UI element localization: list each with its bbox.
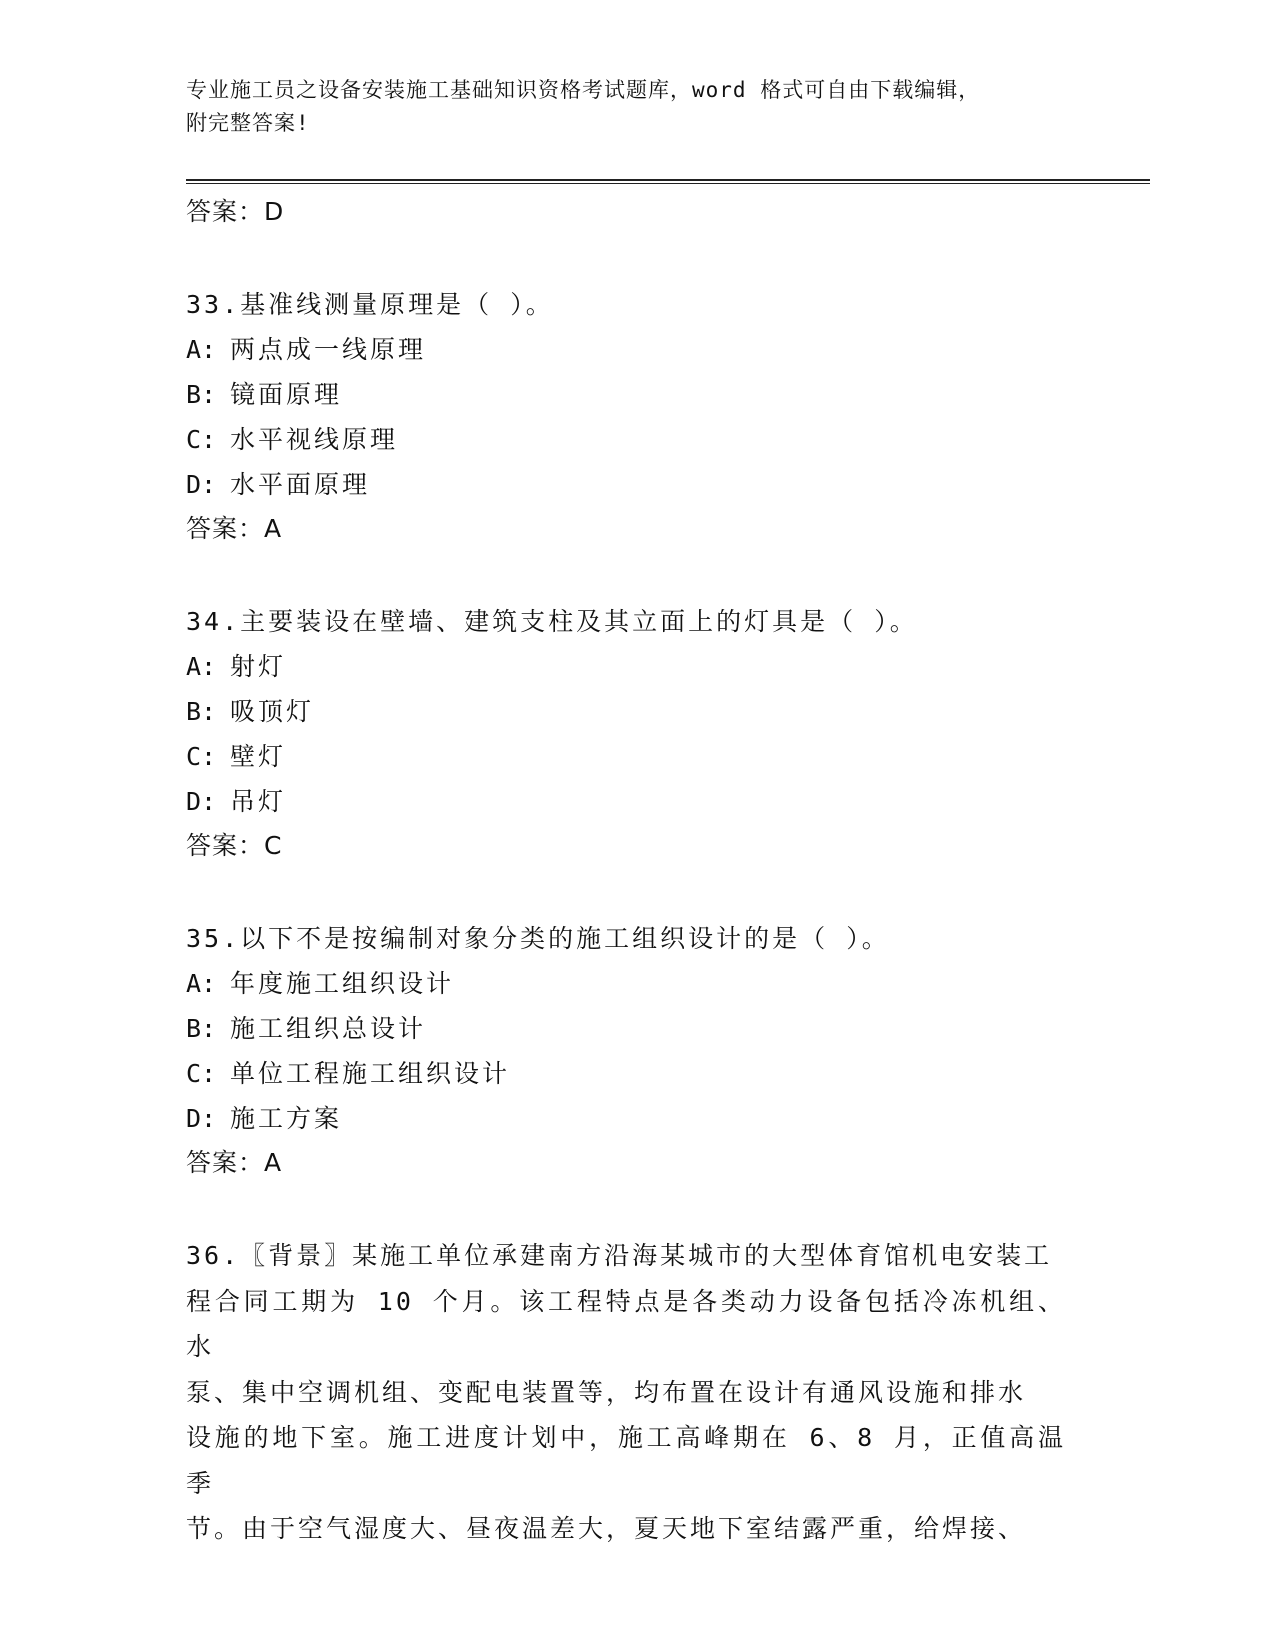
option-c (186, 417, 1086, 462)
option-letter: A: (186, 652, 217, 681)
option-letter: A: (186, 335, 217, 364)
option-letter: C: (186, 425, 217, 454)
option-b (186, 689, 1086, 734)
option-letter: C: (186, 742, 217, 771)
paragraph-line: 设施的地下室。施工进度计划中，施工高峰期在 6、8 月，正值高温季 (186, 1423, 1066, 1498)
option-text: 吊灯 (230, 787, 287, 816)
question-list (186, 190, 1086, 1552)
header-divider-thick (186, 179, 1150, 181)
header-divider-thin (186, 183, 1150, 184)
option-b (186, 1006, 1086, 1051)
paragraph-line: 程合同工期为 10 个月。该工程特点是各类动力设备包括冷冻机组、水 (186, 1286, 1066, 1361)
option-a (186, 327, 1086, 372)
option-text: 吸顶灯 (230, 697, 315, 726)
spacer (186, 1185, 1086, 1233)
paragraph-line: 节。由于空气湿度大、昼夜温差大，夏天地下室结露严重，给焊接、 (186, 1514, 1027, 1543)
question-block (186, 916, 1086, 1185)
option-letter: D: (186, 1104, 217, 1133)
option-letter: B: (186, 697, 217, 726)
option-d (186, 779, 1086, 824)
paragraph-line: 36.〖背景〗某施工单位承建南方沿海某城市的大型体育馆机电安装工 (186, 1241, 1053, 1270)
option-b (186, 372, 1086, 417)
answer-line: 答案：D (186, 197, 285, 226)
option-d (186, 462, 1086, 507)
question-stem: 35.以下不是按编制对象分类的施工组织设计的是（ ）。 (186, 924, 890, 953)
option-letter: D: (186, 470, 217, 499)
option-text: 两点成一线原理 (230, 335, 427, 364)
answer-line: 答案：C (186, 831, 283, 860)
answer-line: 答案：A (186, 514, 283, 543)
option-letter: C: (186, 1059, 217, 1088)
option-a (186, 644, 1086, 689)
answer-line: 答案：A (186, 1148, 283, 1177)
paragraph-line: 泵、集中空调机组、变配电装置等，均布置在设计有通风设施和排水 (186, 1377, 1027, 1407)
option-letter: D: (186, 787, 217, 816)
spacer (186, 551, 1086, 599)
spacer (186, 234, 1086, 282)
option-text: 水平视线原理 (230, 425, 399, 454)
option-c (186, 734, 1086, 779)
option-text: 镜面原理 (230, 380, 343, 409)
document-header (186, 74, 1086, 140)
option-text: 施工方案 (230, 1104, 343, 1133)
option-text: 壁灯 (230, 742, 287, 771)
option-a (186, 961, 1086, 1006)
spacer (186, 868, 1086, 916)
option-d (186, 1096, 1086, 1141)
option-text: 射灯 (230, 652, 287, 681)
question-stem: 33.基准线测量原理是（ ）。 (186, 290, 554, 319)
option-text: 单位工程施工组织设计 (230, 1059, 511, 1088)
header-line-1: 专业施工员之设备安装施工基础知识资格考试题库，word 格式可自由下载编辑， (186, 78, 981, 102)
option-text: 施工组织总设计 (230, 1014, 427, 1043)
option-text: 年度施工组织设计 (230, 969, 455, 998)
option-letter: B: (186, 1014, 217, 1043)
option-letter: B: (186, 380, 217, 409)
question-stem: 34.主要装设在壁墙、建筑支柱及其立面上的灯具是（ ）。 (186, 607, 918, 636)
option-c (186, 1051, 1086, 1096)
option-text: 水平面原理 (230, 470, 371, 499)
option-letter: A: (186, 969, 217, 998)
header-line-2: 附完整答案! (186, 111, 310, 135)
question-36-paragraph (186, 1233, 1066, 1552)
question-block (186, 282, 1086, 551)
question-block (186, 599, 1086, 868)
